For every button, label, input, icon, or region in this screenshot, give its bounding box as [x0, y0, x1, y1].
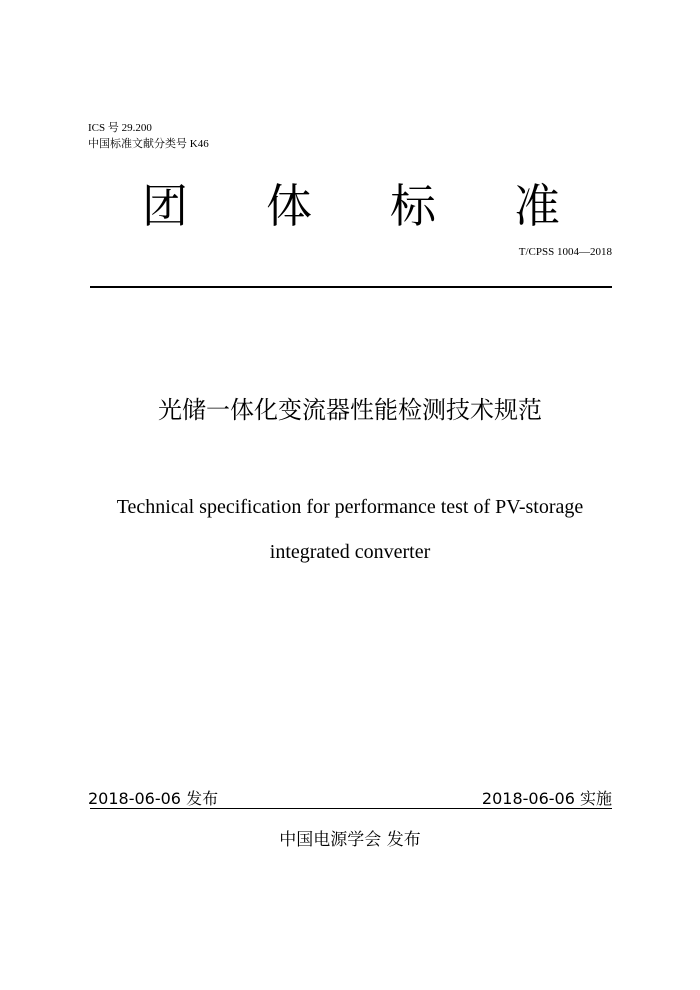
issue-date: 2018-06-06 发布 — [88, 789, 219, 808]
title-chinese: 光储一体化变流器性能检测技术规范 — [158, 396, 542, 424]
standard-type-char: 标 — [390, 179, 436, 233]
publisher: 中国电源学会 发布 — [279, 830, 421, 850]
top-divider — [90, 286, 612, 288]
standard-type-heading — [90, 178, 612, 234]
standard-code: T/CPSS 1004—2018 — [518, 246, 612, 258]
ics-number: ICS 号 29.200 — [88, 122, 152, 134]
bottom-divider — [90, 808, 612, 809]
classification-number: 中国标准文献分类号 K46 — [88, 138, 209, 150]
title-english-line-1: Technical specification for performance test of PV-storage — [116, 496, 584, 518]
standard-type-char: 团 — [142, 179, 188, 233]
implementation-date: 2018-06-06 实施 — [481, 789, 612, 808]
title-english-line-2: integrated converter — [269, 541, 431, 563]
standard-type-char: 体 — [266, 179, 312, 233]
standard-type-char: 准 — [514, 179, 560, 233]
